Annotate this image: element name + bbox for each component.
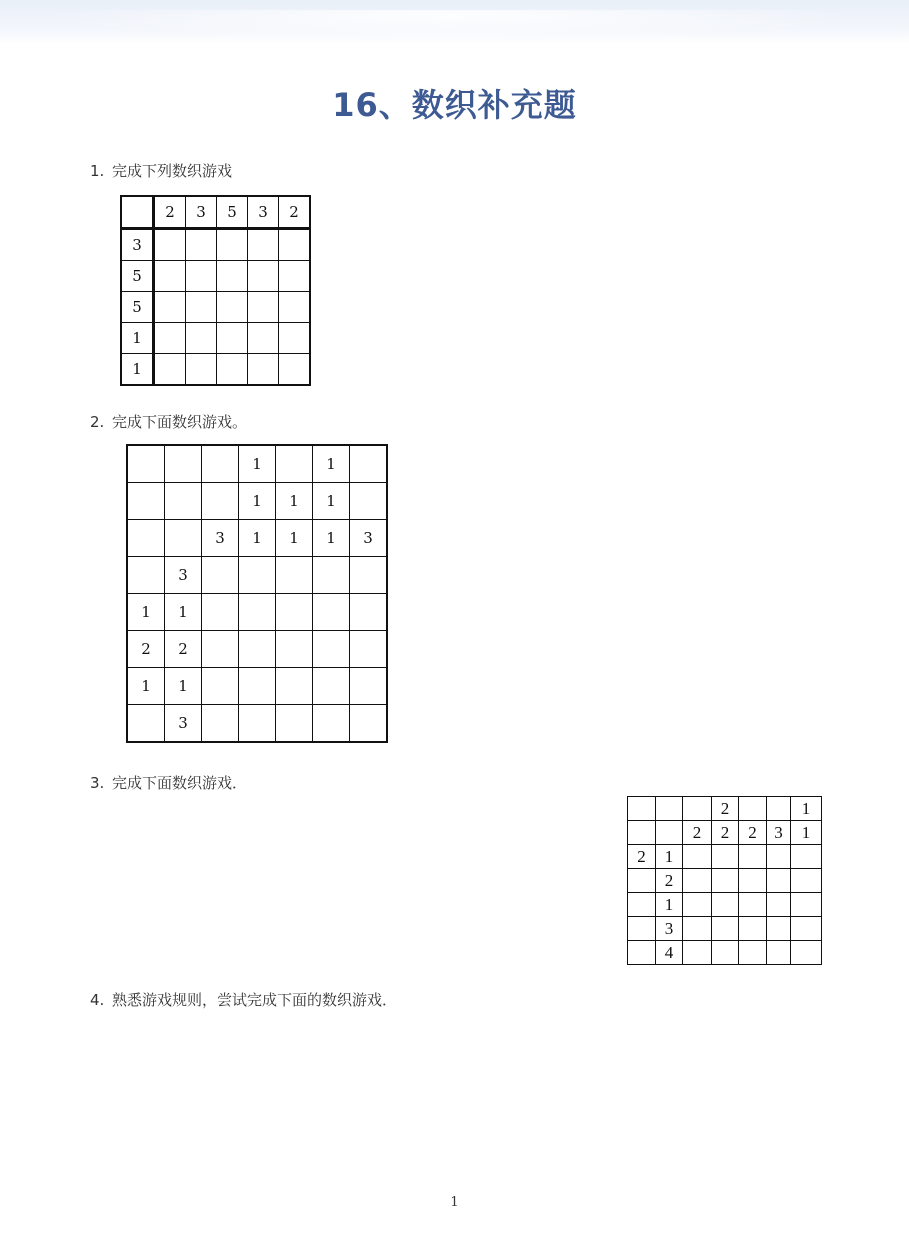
grid-cell[interactable] — [656, 821, 683, 845]
grid-row — [121, 354, 310, 386]
grid-cell[interactable] — [791, 917, 822, 941]
grid-cell[interactable] — [217, 323, 248, 354]
grid-cell[interactable]: 2 — [712, 821, 739, 845]
grid-cell[interactable]: 1 — [239, 520, 276, 557]
grid-cell[interactable]: 1 — [656, 893, 683, 917]
grid-cell[interactable] — [276, 594, 313, 631]
grid-cell[interactable] — [202, 557, 239, 594]
grid-row — [121, 261, 310, 292]
grid-cell[interactable] — [202, 631, 239, 668]
grid-row — [121, 229, 310, 261]
grid-cell[interactable] — [767, 917, 791, 941]
grid-cell[interactable]: 3 — [165, 557, 202, 594]
grid-cell[interactable] — [739, 941, 767, 965]
grid-cell[interactable]: 1 — [791, 821, 822, 845]
grid-cell[interactable] — [739, 845, 767, 869]
grid-cell[interactable]: 1 — [127, 594, 165, 631]
grid-cell[interactable] — [186, 323, 217, 354]
grid-cell[interactable] — [202, 445, 239, 483]
grid-cell[interactable] — [712, 869, 739, 893]
grid-cell[interactable] — [217, 292, 248, 323]
grid-cell[interactable]: 1 — [313, 483, 350, 520]
question-1-number: 1. — [90, 162, 105, 180]
grid-cell[interactable] — [154, 292, 186, 323]
grid-cell[interactable] — [791, 845, 822, 869]
grid-row — [127, 705, 387, 743]
grid-cell[interactable]: 3 — [121, 229, 154, 261]
grid-cell[interactable] — [712, 917, 739, 941]
question-4-text: 熟悉游戏规则，尝试完成下面的数织游戏． — [112, 991, 398, 1009]
grid-cell[interactable]: 5 — [217, 196, 248, 229]
grid-cell[interactable] — [154, 323, 186, 354]
grid-cell[interactable] — [154, 261, 186, 292]
page-number: 1 — [450, 1195, 459, 1210]
grid-cell[interactable]: 2 — [628, 845, 656, 869]
grid-cell[interactable] — [683, 869, 712, 893]
grid-row — [127, 445, 387, 483]
grid-cell[interactable] — [683, 845, 712, 869]
grid-cell[interactable]: 1 — [313, 445, 350, 483]
grid-cell[interactable]: 3 — [202, 520, 239, 557]
grid-cell[interactable]: 2 — [739, 821, 767, 845]
grid-cell[interactable] — [313, 705, 350, 743]
grid-cell[interactable] — [628, 797, 656, 821]
grid-cell[interactable] — [628, 941, 656, 965]
grid-cell[interactable] — [165, 520, 202, 557]
grid-cell[interactable] — [350, 557, 388, 594]
grid-cell[interactable] — [121, 196, 154, 229]
grid-row — [628, 821, 822, 845]
grid-cell[interactable] — [276, 668, 313, 705]
grid-cell[interactable]: 3 — [165, 705, 202, 743]
grid-cell[interactable] — [350, 483, 388, 520]
grid-cell[interactable] — [712, 941, 739, 965]
grid-cell[interactable]: 2 — [712, 797, 739, 821]
grid-cell[interactable] — [628, 917, 656, 941]
grid-cell[interactable] — [217, 229, 248, 261]
grid-row — [628, 917, 822, 941]
header-banner — [0, 0, 909, 44]
grid-cell[interactable] — [154, 354, 186, 386]
grid-cell[interactable]: 2 — [683, 821, 712, 845]
grid-cell[interactable] — [791, 893, 822, 917]
grid-cell[interactable] — [202, 594, 239, 631]
grid-cell[interactable] — [248, 323, 279, 354]
grid-cell[interactable] — [279, 229, 311, 261]
grid-row — [127, 631, 387, 668]
grid-cell[interactable] — [767, 893, 791, 917]
grid-row — [121, 292, 310, 323]
grid-cell[interactable] — [791, 941, 822, 965]
grid-cell[interactable] — [712, 845, 739, 869]
grid-cell[interactable] — [165, 445, 202, 483]
grid-cell[interactable] — [628, 893, 656, 917]
nonogram-grid-3 — [627, 796, 822, 965]
nonogram-grid-1 — [120, 195, 311, 386]
grid-cell[interactable] — [165, 483, 202, 520]
question-1 — [90, 160, 232, 181]
grid-cell[interactable] — [313, 594, 350, 631]
grid-cell[interactable] — [767, 941, 791, 965]
grid-cell[interactable] — [248, 354, 279, 386]
grid-cell[interactable] — [127, 483, 165, 520]
grid-cell[interactable] — [350, 445, 388, 483]
grid-cell[interactable] — [279, 354, 311, 386]
grid-cell[interactable]: 1 — [656, 845, 683, 869]
grid-cell[interactable]: 1 — [313, 520, 350, 557]
grid-row — [127, 520, 387, 557]
grid-cell[interactable] — [767, 797, 791, 821]
grid-cell[interactable]: 1 — [165, 668, 202, 705]
grid-cell[interactable]: 3 — [767, 821, 791, 845]
grid-cell[interactable] — [313, 557, 350, 594]
grid-cell[interactable] — [202, 483, 239, 520]
grid-cell[interactable]: 1 — [239, 483, 276, 520]
grid-row — [628, 941, 822, 965]
grid-cell[interactable] — [683, 917, 712, 941]
grid-cell[interactable] — [739, 917, 767, 941]
grid-cell[interactable]: 1 — [121, 354, 154, 386]
grid-cell[interactable] — [276, 445, 313, 483]
question-4-number: 4. — [90, 991, 105, 1009]
grid-cell[interactable] — [628, 821, 656, 845]
grid-cell[interactable] — [248, 292, 279, 323]
grid-cell[interactable] — [239, 705, 276, 743]
grid-cell[interactable] — [350, 668, 388, 705]
grid-cell[interactable] — [683, 893, 712, 917]
grid-row — [628, 845, 822, 869]
grid-cell[interactable] — [202, 705, 239, 743]
grid-cell[interactable]: 4 — [656, 941, 683, 965]
grid-cell[interactable] — [628, 869, 656, 893]
grid-cell[interactable] — [350, 594, 388, 631]
grid-cell[interactable] — [767, 869, 791, 893]
grid-row — [127, 483, 387, 520]
grid-row — [127, 557, 387, 594]
question-2-number: 2. — [90, 413, 105, 431]
grid-cell[interactable] — [276, 557, 313, 594]
grid-cell[interactable] — [350, 705, 388, 743]
grid-cell[interactable]: 1 — [121, 323, 154, 354]
grid-cell[interactable] — [791, 869, 822, 893]
grid-cell[interactable]: 3 — [350, 520, 388, 557]
question-3-number: 3. — [90, 774, 105, 792]
grid-cell[interactable]: 2 — [127, 631, 165, 668]
question-1-text: 完成下列数织游戏 — [112, 162, 233, 180]
grid-row — [628, 869, 822, 893]
grid-cell[interactable] — [239, 557, 276, 594]
grid-cell[interactable] — [683, 941, 712, 965]
grid-cell[interactable]: 3 — [186, 196, 217, 229]
grid-cell[interactable] — [712, 893, 739, 917]
grid-cell[interactable]: 1 — [791, 797, 822, 821]
grid-cell[interactable] — [154, 229, 186, 261]
grid-cell[interactable] — [217, 354, 248, 386]
grid-cell[interactable] — [127, 520, 165, 557]
grid-cell[interactable] — [276, 705, 313, 743]
grid-cell[interactable]: 1 — [239, 445, 276, 483]
grid-cell[interactable] — [127, 705, 165, 743]
grid-cell[interactable] — [186, 229, 217, 261]
grid-cell[interactable]: 2 — [154, 196, 186, 229]
grid-cell[interactable]: 2 — [279, 196, 311, 229]
grid-cell[interactable] — [239, 668, 276, 705]
grid-cell[interactable] — [350, 631, 388, 668]
grid-row — [127, 668, 387, 705]
grid-cell[interactable]: 1 — [165, 594, 202, 631]
grid-cell[interactable]: 2 — [656, 869, 683, 893]
grid-cell[interactable]: 3 — [656, 917, 683, 941]
page-title: 16、数织补充题 — [332, 86, 577, 124]
grid-cell[interactable] — [279, 292, 311, 323]
grid-cell[interactable] — [739, 869, 767, 893]
grid-cell[interactable] — [186, 261, 217, 292]
grid-cell[interactable] — [239, 631, 276, 668]
grid-cell[interactable] — [683, 797, 712, 821]
grid-row — [121, 196, 310, 229]
grid-cell[interactable] — [279, 261, 311, 292]
grid-cell[interactable]: 2 — [165, 631, 202, 668]
grid-cell[interactable] — [248, 229, 279, 261]
grid-cell[interactable] — [186, 354, 217, 386]
grid-cell[interactable] — [202, 668, 239, 705]
question-4 — [90, 989, 397, 1010]
grid-cell[interactable] — [656, 797, 683, 821]
grid-cell[interactable]: 5 — [121, 261, 154, 292]
grid-row — [127, 594, 387, 631]
grid-row — [628, 797, 822, 821]
grid-cell[interactable] — [186, 292, 217, 323]
grid-cell[interactable] — [313, 668, 350, 705]
grid-cell[interactable]: 1 — [127, 668, 165, 705]
question-3 — [90, 772, 247, 793]
grid-cell[interactable] — [279, 323, 311, 354]
grid-cell[interactable] — [767, 845, 791, 869]
grid-cell[interactable] — [739, 797, 767, 821]
grid-cell[interactable] — [248, 261, 279, 292]
grid-row — [121, 323, 310, 354]
nonogram-grid-2 — [126, 444, 388, 743]
grid-cell[interactable] — [217, 261, 248, 292]
grid-cell[interactable]: 1 — [276, 483, 313, 520]
grid-cell[interactable] — [313, 631, 350, 668]
question-2-text: 完成下面数织游戏。 — [112, 413, 248, 431]
question-3-text: 完成下面数织游戏． — [112, 774, 248, 792]
grid-cell[interactable] — [127, 557, 165, 594]
grid-cell[interactable] — [276, 631, 313, 668]
grid-cell[interactable] — [239, 594, 276, 631]
grid-cell[interactable] — [739, 893, 767, 917]
grid-row — [628, 893, 822, 917]
grid-cell[interactable]: 3 — [248, 196, 279, 229]
grid-cell[interactable]: 1 — [276, 520, 313, 557]
grid-cell[interactable]: 5 — [121, 292, 154, 323]
grid-cell[interactable] — [127, 445, 165, 483]
question-2 — [90, 411, 247, 432]
